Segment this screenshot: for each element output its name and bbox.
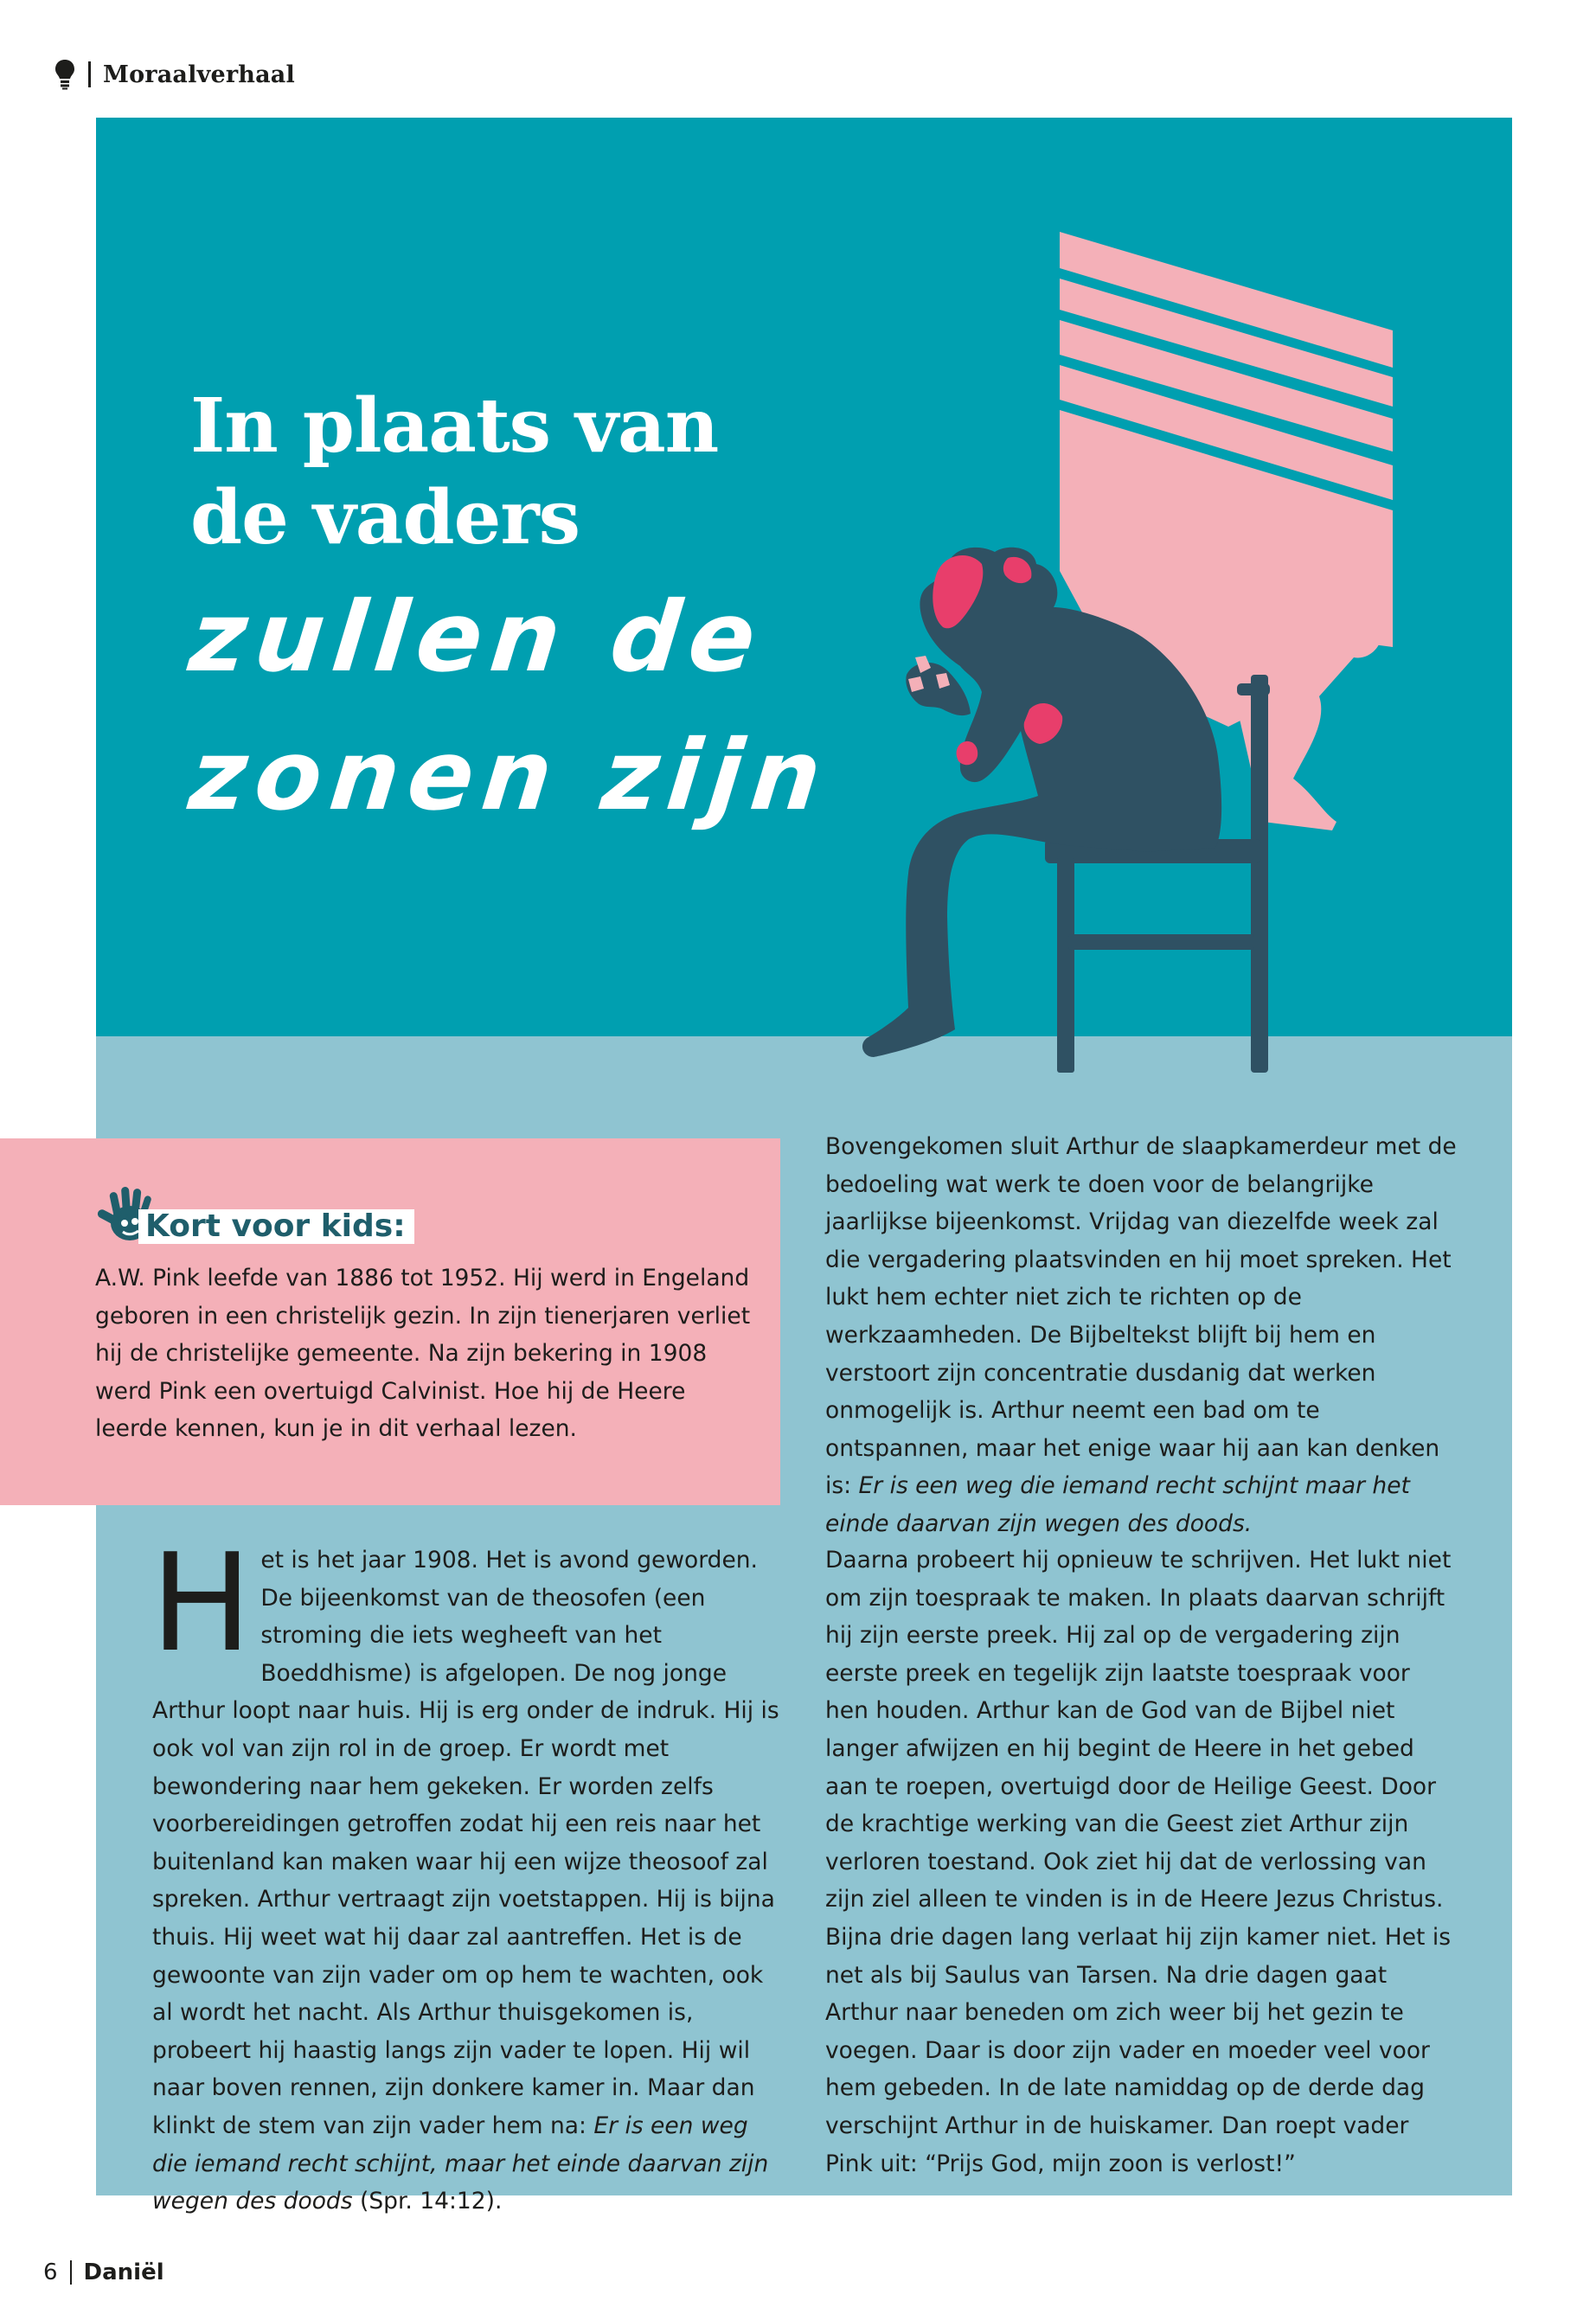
bible-reference: (Spr. 14:12). (352, 2188, 503, 2215)
lightbulb-icon (54, 59, 76, 90)
section-label: Moraalverhaal (103, 61, 295, 88)
kids-heading (95, 1176, 414, 1246)
story-paragraph-1 (151, 1524, 784, 2221)
title-line-4: zonen zijn (184, 720, 836, 832)
article-title (184, 381, 836, 841)
page-number: 6 (43, 2259, 58, 2285)
kids-box (0, 1138, 780, 1505)
kids-intro-text: A.W. Pink leefde van 1886 tot 1952. Hij werd in Engeland geboren in een christelijk gezin. In zijn tienerjaren verliet hij de christelijke gemeente. Na zijn bekering in 1908 werd Pink een overtuigd Calvinist. Hoe hij de Heere leerde kennen, kun je in dit verhaal lezen. (95, 1265, 751, 1442)
title-line-1: In plaats van (190, 382, 719, 470)
praying-man-illustration (856, 225, 1410, 1081)
header-divider (88, 61, 91, 87)
title-line-2: de vaders (190, 474, 580, 561)
story-text-3: Daarna probeert hij opnieuw te schrijven. Het lukt niet om zijn toespraak te maken. In plaats daarvan schrijft hij zijn eerste preek. Hij zal op de vergadering zijn eerste preek en tegelijk zijn laatste toespraak voor hen houden. Arthur kan de God van de Bijbel niet langer afwijzen en hij begint de Heere in het gebed aan te roepen, overtuigd door de Heilige Geest. Door de krachtige werking van die Geest ziet Arthur zijn verloren toestand. Ook ziet hij dat de verlossing van zijn ziel alleen te vinden is in de Heere Jezus Christus. Bijna drie dagen lang verlaat hij zijn kamer niet. Het is net als bij Saulus van Tarsen. Na drie dagen gaat Arthur naar beneden om zich weer bij het gezin te voegen. Daar is door zijn vader en moeder veel voor hem gebeden. In de late namiddag op de derde dag verschijnt Arthur in de huiskamer. Dan roept vader Pink uit: “Prijs God, mijn zoon is verlost!” (825, 1547, 1452, 2177)
magazine-name: Daniël (83, 2259, 164, 2285)
story-paragraph-3 (825, 1541, 1457, 2182)
page-footer (43, 2259, 164, 2285)
story-text-1: et is het jaar 1908. Het is avond geworden. De bijeenkomst van de theosofen (een stroming die iets wegheeft van het Boeddhisme) is afgelopen. De nog jonge Arthur loopt naar huis. Hij is erg onder de indruk. Hij is ook vol van zijn rol in de groep. Er wordt met bewondering naar hem gekeken. Er worden zelfs voorbereidingen getroffen zodat hij een reis naar het buitenland kan maken waar hij een wijze theosoof zal spreken. Arthur vertraagt zijn voetstappen. Hij is bijna thuis. Hij weet wat hij daar zal aantreffen. Het is de gewoonte van zijn vader om op hem te wachten, ook al wordt het nacht. Als Arthur thuisgekomen is, probeert hij haastig langs zijn vader te lopen. Hij wil naar boven rennen, zijn donkere kamer in. Maar dan klinkt de stem van zijn vader hem na: (152, 1547, 779, 2139)
drop-cap: H (151, 1524, 253, 1682)
bible-quote-1: Er is een weg die iemand recht schijnt, maar het einde daarvan zijn wegen des doods (152, 2112, 769, 2215)
section-header (54, 57, 295, 92)
story-text-2: Bovengekomen sluit Arthur de slaapkamerdeur met de bedoeling wat werk te doen voor de belangrijke jaarlijkse bijeenkomst. Vrijdag van diezelfde week zal die vergadering plaatsvinden en hij moet spreken. Het lukt hem echter niet zich te richten op de werkzaamheden. De Bijbeltekst blijft bij hem en verstoort zijn concentratie dusdanig dat werken onmogelijk is. Arthur neemt een bad om te ontspannen, maar het enige waar hij aan kan denken is: (825, 1133, 1457, 1500)
kids-heading-label: Kort voor kids: (138, 1209, 414, 1244)
title-line-3: zullen de (184, 581, 770, 694)
story-paragraph-2 (825, 1128, 1457, 1543)
footer-divider (70, 2260, 72, 2285)
bible-quote-2: Er is een weg die iemand recht schijnt maar het einde daarvan zijn wegen des doods. (825, 1472, 1410, 1537)
